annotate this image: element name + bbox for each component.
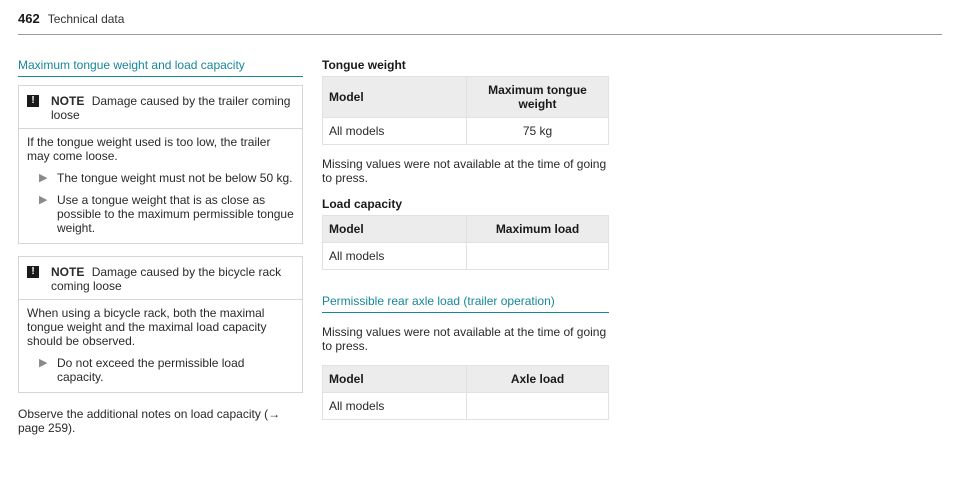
table-header-max-tongue-weight: Maximum tongue weight (467, 77, 609, 118)
note-paragraph: If the tongue weight used is too low, the trailer may come loose. (27, 135, 271, 163)
section-title: Technical data (47, 12, 125, 26)
header-divider (18, 34, 942, 35)
note-box-trailer (18, 85, 303, 244)
note-box-bicycle-rack (18, 256, 303, 393)
exclamation-icon: ! (27, 95, 39, 107)
tongue-weight-heading: Tongue weight (322, 58, 406, 72)
missing-values-note: Missing values were not available at the time of going to press. (322, 325, 607, 353)
note-summary: Damage caused by the trailer coming loose (51, 94, 291, 122)
tongue-weight-table (322, 76, 609, 145)
table-header-model: Model (323, 366, 467, 393)
table-cell-value (467, 393, 609, 420)
load-capacity-reference: Observe the additional notes on load capacity (→ page 259). (18, 407, 281, 435)
list-item-text: Do not exceed the permissible load capacity. (57, 356, 245, 384)
section-heading-tongue-weight-load: Maximum tongue weight and load capacity (18, 58, 303, 77)
note-title: NOTE (51, 94, 85, 108)
load-capacity-table (322, 215, 609, 270)
list-item-text: The tongue weight must not be below 50 kg. (57, 171, 293, 185)
table-header-axle-load: Axle load (467, 366, 609, 393)
table-header-model: Model (323, 77, 467, 118)
list-item (27, 193, 294, 235)
note-heading-text (51, 94, 294, 122)
axle-load-table (322, 365, 609, 420)
table-cell-model: All models (323, 243, 467, 270)
note-header (19, 86, 302, 129)
list-item (27, 171, 294, 185)
table-header-max-load: Maximum load (467, 216, 609, 243)
table-cell-value: 75 kg (467, 118, 609, 145)
section-heading-rear-axle-load: Permissible rear axle load (trailer operation) (322, 294, 609, 313)
table-row (323, 118, 609, 145)
table-cell-model: All models (323, 393, 467, 420)
table-cell-model: All models (323, 118, 467, 145)
triangle-right-icon: ▶ (39, 357, 48, 369)
note-body (19, 129, 302, 243)
exclamation-icon: ! (27, 266, 39, 278)
note-summary: Damage caused by the bicycle rack coming loose (51, 265, 282, 293)
page-number: 462 (18, 11, 40, 26)
table-header-model: Model (323, 216, 467, 243)
right-column (322, 58, 609, 420)
load-capacity-heading: Load capacity (322, 197, 403, 211)
page-header (18, 12, 124, 26)
triangle-right-icon: ▶ (39, 172, 48, 184)
note-header (19, 257, 302, 300)
note-body (19, 300, 302, 392)
list-item (27, 356, 294, 384)
missing-values-note: Missing values were not available at the time of going to press. (322, 157, 607, 185)
note-paragraph: When using a bicycle rack, both the maximal tongue weight and the maximal load capacity should be observed. (27, 306, 267, 348)
table-row (323, 243, 609, 270)
left-column (18, 58, 303, 435)
note-heading-text (51, 265, 294, 293)
list-item-text: Use a tongue weight that is as close as possible to the maximum permissible tongue weight. (57, 193, 294, 235)
triangle-right-icon: ▶ (39, 194, 48, 206)
table-row (323, 393, 609, 420)
note-title: NOTE (51, 265, 85, 279)
table-cell-value (467, 243, 609, 270)
